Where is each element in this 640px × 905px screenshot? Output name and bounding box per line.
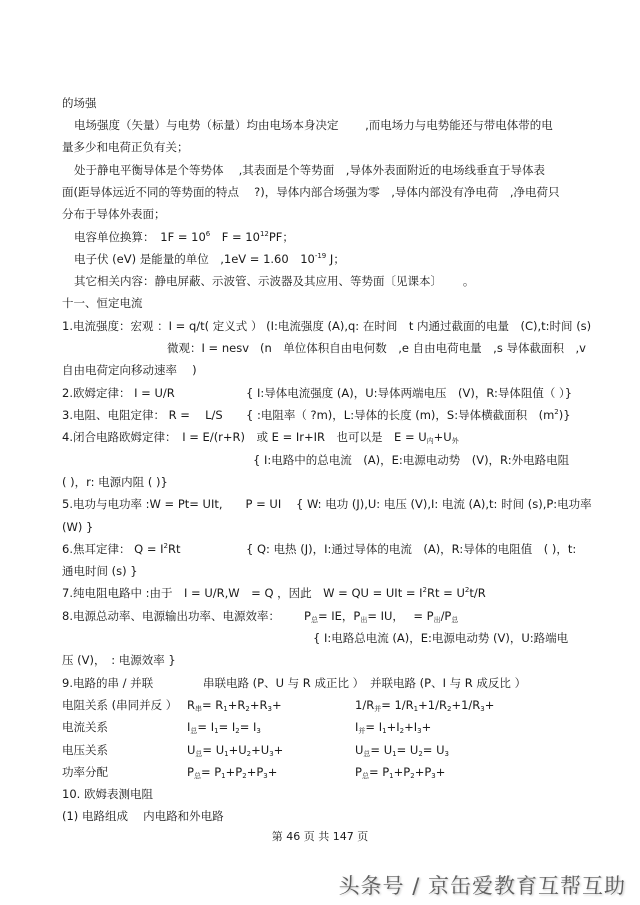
ohms-law-line: 2.欧姆定律： I = U/R	[62, 386, 175, 400]
source-power-line: 8.电源总动率、电源输出功率、电源效率：	[62, 609, 280, 623]
row-label-current: 电流关系	[62, 720, 108, 734]
row-label-power: 功率分配	[62, 765, 108, 779]
text-line: (1) 电路组成 内电路和外电路	[62, 809, 224, 823]
section-title: 十一、恒定电流	[62, 296, 143, 310]
series-current: $I_总= I_1= I_2= I_3$	[187, 720, 261, 735]
text-line: ( )，r: 电源内阻 ( )}	[62, 475, 168, 489]
text-line: 压 (V)， : 电源效率 }	[62, 653, 176, 667]
series-parallel-heading: 9.电路的串 / 并联	[62, 676, 154, 690]
text-line: (W) }	[62, 520, 94, 534]
row-label-voltage: 电压关系	[62, 743, 108, 757]
series-resistance: $R_串= R_1+R_2+R_3+$	[187, 698, 282, 713]
parallel-voltage: $U_总= U_1= U_2= U_3$	[355, 743, 449, 758]
text-line: 处于静电平衡导体是个等势体 ,其表面是个等势面 ,导体外表面附近的电场线垂直于导体表	[74, 163, 545, 177]
parallel-resistance: $1/R_并= 1/R_1+1/R_2+1/R_3+$	[355, 698, 495, 713]
watermark: 头条号 / 京缶爱教育互帮互助	[338, 874, 626, 898]
series-power: $P_总= P_1+P_2+P_3+$	[187, 765, 278, 780]
text-line: 量多少和电荷正负有关；	[62, 140, 189, 154]
text-line: 面(距导体远近不同的等势面的特点 ?)，导体内部合场强为零 ,导体内部没有净电荷 ,净电荷只	[62, 185, 560, 199]
text-line: 通电时间 (s) }	[62, 564, 138, 578]
electron-volt-line: 电子伏 (eV) 是能量的单位 ,1eV = 1.60 $10^{-19}$ J；	[74, 252, 345, 266]
text-line: { I:电路中的总电流 (A)，E:电源电动势 (V)，R:外电路电阻	[253, 453, 570, 467]
joule-law-line: 6.焦耳定律： $Q = I^2Rt$	[62, 542, 181, 556]
text-line: 自由电荷定向移动速率 )	[62, 363, 197, 377]
text-line: (n 单位体积自由电何数 ,e 自由电荷电量 ,s 导体截面积 ,v	[260, 341, 586, 355]
row-label-resistance: 电阻关系 (串同并反 ）	[62, 698, 178, 712]
pure-resistance-line: 7.纯电阻电路中 :由于 I = U/R,W = Q ，因此 W = QU = UIt = $I^2Rt = U^2t/R$	[62, 586, 486, 600]
text-line: 其它相关内容：静电屏蔽、示波管、示波器及其应用、等势面〔见课本〕 。	[74, 274, 475, 288]
joule-law-note: { Q: 电热 (J)，I:通过导体的电流 (A)，R:导体的电阻值 ( )，t:	[246, 542, 577, 556]
parallel-column-heading: 并联电路 (P、I 与 R 成反比 ）	[370, 676, 527, 690]
closed-circuit-line: 4.闭合电路欧姆定律： I = E/(r+R) 或 E = Ir+IR 也可以是 $E = U_内+U_外$	[62, 430, 459, 445]
series-voltage: $U_总= U_1+U_2+U_3+$	[187, 743, 284, 758]
capacitance-unit-line: 电容单位换算： $1F = 10^6$ $F = 10^{12}PF$；	[74, 230, 294, 244]
text-line: { I:电路总电流 (A)，E:电源电动势 (V)，U:路端电	[313, 631, 569, 645]
text-line: 电场强度（矢量）与电势（标量）均由电场本身决定 ,而电场力与电势能还与带电体带的电	[74, 118, 553, 132]
text-line: 微观：I = nesv	[167, 341, 249, 355]
text-line: 10. 欧姆表测电阻	[62, 787, 153, 801]
resistance-law-line: 3.电阻、电阻定律： R = L/S	[62, 408, 223, 422]
text-line: 的场强	[62, 96, 97, 110]
power-line: 5.电功与电功率 :W = Pt= UIt, P = UI	[62, 497, 282, 511]
power-note: { W: 电功 (J),U: 电压 (V),I: 电流 (A),t: 时间 (s),P:电功率	[296, 497, 592, 511]
parallel-power: $P_总= P_1+P_2+P_3+$	[355, 765, 446, 780]
source-power-formula: $P_总=$ IE，$P_出=$ IU， = $P_出/P_总$	[304, 609, 459, 624]
series-column-heading: 串联电路 (P、U 与 R 成正比 ）	[203, 676, 365, 690]
text-line: 1.电流强度：宏观 ：I = q/t( 定义式 ） (I:电流强度 (A),q: 在时间 t 内通过截面的电量 (C),t:时间 (s)	[62, 319, 592, 333]
text-line: 分布于导体外表面；	[62, 207, 166, 221]
resistance-law-note: { :电阻率（ ?m)，L:导体的长度 (m)，S:导体横截面积 $(m^2)$}	[246, 408, 571, 422]
parallel-current: $I_并= I_1+I_2+I_3+$	[355, 720, 432, 735]
page-footer: 第 46 页 共 147 页	[271, 830, 369, 843]
ohms-law-note: { I:导体电流强度 (A)，U:导体两端电压 (V)，R:导体阻值（ ）}	[246, 386, 573, 400]
